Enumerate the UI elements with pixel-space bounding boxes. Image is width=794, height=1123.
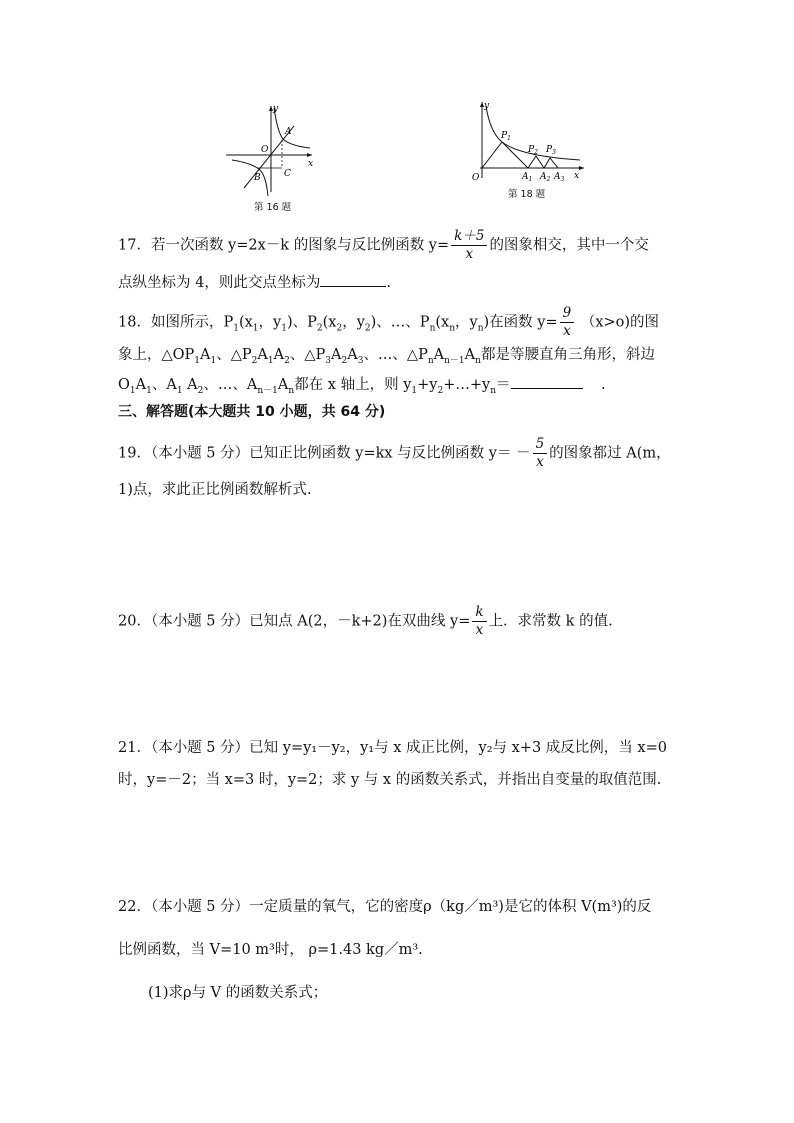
svg-text:O: O bbox=[261, 145, 269, 155]
q18-line3: $O_1A_1$、$A_1$ $A_2$、…、$A_{n-1}A_n$都在 x 轴上，则 $y_1+y_2+\dots+y_n=$ . bbox=[118, 374, 606, 401]
answer-blank[interactable] bbox=[320, 272, 386, 287]
fraction: $\frac{5}{x}$ bbox=[533, 436, 548, 471]
svg-text:y: y bbox=[484, 101, 490, 111]
fraction: $\frac{k+5}{x}$ bbox=[451, 228, 487, 263]
svg-text:P3: $P_3$ bbox=[546, 145, 556, 156]
q21-line1: 21．（本小题 5 分）已知 y=y₁－y₂，y₁与 x 成正比例，y₂与 x+3 成反比例，当 x=0 bbox=[118, 740, 667, 756]
q22-sub1: (1)求ρ与 V 的函数关系式； bbox=[148, 985, 328, 1001]
q17-line2: 点纵坐标为 4，则此交点坐标为 . bbox=[118, 272, 391, 293]
svg-text:x: x bbox=[574, 171, 580, 181]
fraction: $\frac{k}{x}$ bbox=[472, 604, 486, 639]
q18-line1: 18．如图所示，$P_1(x_1$，$y_1$)、$P_2(x_2$，$y_2$)、…、$P_n(x_n$，$y_n$)在函数 y= $\frac{9}{x}$ （x>o)的图 bbox=[118, 305, 660, 339]
q20-line1: 20．（本小题 5 分）已知点 A(2，－k+2)在双曲线 y= $\frac{k}{x}$ 上．求常数 k 的值. bbox=[118, 604, 613, 638]
svg-text:P1: $P_1$ bbox=[501, 131, 511, 142]
svg-text:A1: $A_1$ bbox=[522, 172, 533, 183]
answer-blank[interactable] bbox=[511, 374, 583, 389]
figure-18 bbox=[470, 98, 590, 186]
svg-text:C: C bbox=[284, 169, 291, 179]
section-heading: 三、解答题(本大题共 10 小题，共 64 分) bbox=[118, 404, 386, 420]
q19-line1: 19．（本小题 5 分）已知正比例函数 y=kx 与反比例函数 y＝ － $\frac{5}{x}$ 的图象都过 A(m， bbox=[118, 436, 671, 470]
svg-text:A2: $A_2$ bbox=[540, 172, 551, 183]
q19-line2: 1)点，求此正比例函数解析式. bbox=[118, 482, 312, 498]
fig16-y: y bbox=[273, 104, 279, 114]
svg-text:x: x bbox=[308, 159, 314, 169]
q18-line2: 象上，$\triangle OP_1A_1$、$\triangle P_2A_1A_2$、$\triangle P_3A_2A_3$、…、$\triangle P_nA_{n-1}A_n$都是等腰直角三角形，斜边 bbox=[118, 347, 655, 366]
svg-text:A3: $A_3$ bbox=[554, 172, 565, 183]
q22-line2: 比例函数，当 V=10 m³时， ρ=1.43 kg／m³. bbox=[118, 942, 423, 958]
fig18-caption: 第 18 题 bbox=[508, 189, 546, 200]
svg-text:P2: $P_2$ bbox=[528, 145, 538, 156]
svg-text:O: O bbox=[472, 173, 480, 183]
svg-text:A: A bbox=[285, 127, 292, 137]
fig16-caption: 第 16 题 bbox=[254, 202, 292, 213]
q22-line1: 22．（本小题 5 分）一定质量的氧气，它的密度ρ（kg／m³)是它的体积 V(m³)的反 bbox=[118, 899, 652, 915]
figure-16 bbox=[222, 100, 322, 200]
svg-text:B: B bbox=[254, 173, 261, 183]
q21-line2: 时，y=－2；当 x=3 时，y=2；求 y 与 x 的函数关系式，并指出自变量的取值范围. bbox=[118, 772, 662, 788]
fraction: $\frac{9}{x}$ bbox=[560, 305, 575, 340]
q17-line1: 17．若一次函数 y=2x－k 的图象与反比例函数 y= $\frac{k+5}{x}$ 的图象相交，其中一个交 bbox=[118, 228, 649, 262]
